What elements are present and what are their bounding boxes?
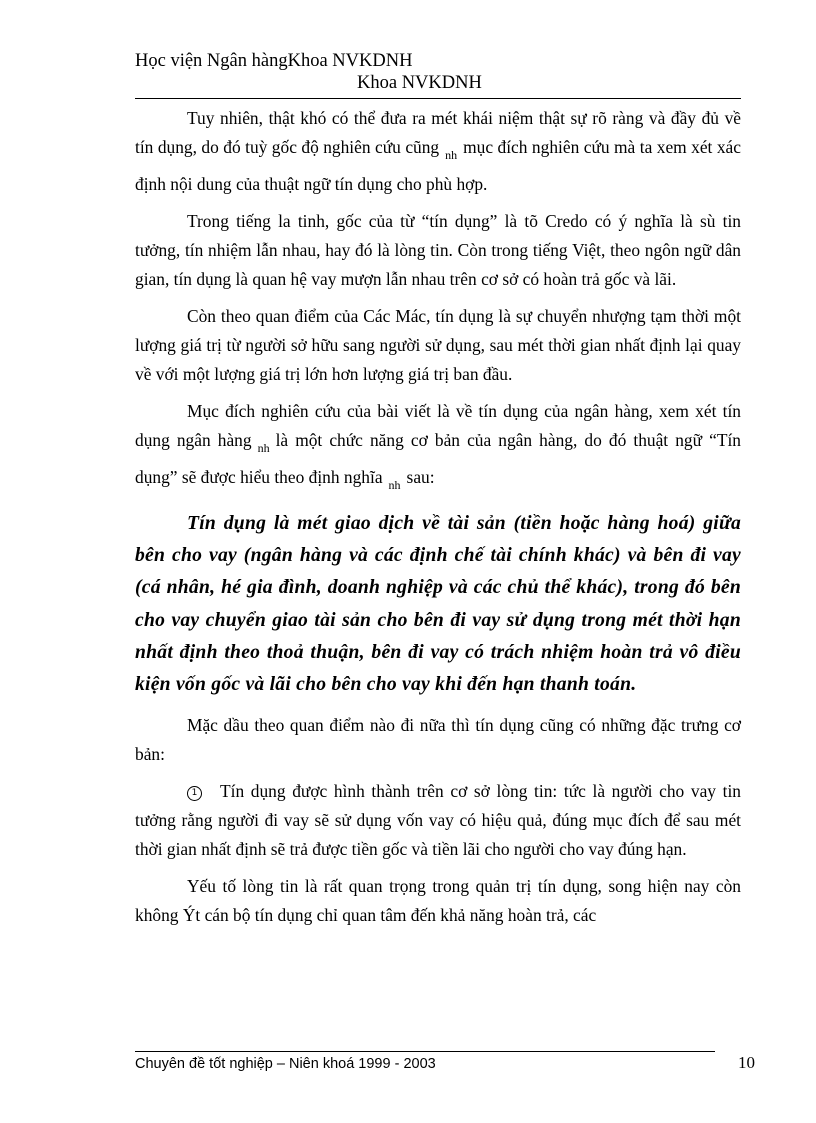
- circled-number-icon: 1: [187, 786, 202, 801]
- paragraph-4-text-b: là một chức năng cơ bản của ngân hàng, do đó thuật ngữ “Tín dụng” sẽ được hiểu theo định nghĩa: [135, 430, 741, 487]
- paragraph-7: Yếu tố lòng tin là rất quan trọng trong quản trị tín dụng, song hiện nay còn không Ýt cán bộ tín dụng chỉ quan tâm đến khả năng hoàn trả, các: [135, 876, 741, 926]
- paragraph-1-text-a: Tuy nhiên, thật khó có thể đưa ra mét khái niệm thật sự rõ ràng và đầy đủ về tín dụng, do đó tuỳ gốc độ nghiên cứu cũng: [135, 108, 741, 157]
- paragraph-1-subscript: nh: [445, 148, 458, 162]
- paragraph-4-subscript-2: nh: [388, 478, 401, 492]
- paragraph-2: Trong tiếng la tinh, gốc của từ “tín dụng” là tõ Credo có ý nghĩa là sù tin tưởng, tín nhiệm lẫn nhau, hay đó là lòng tin. Còn trong tiếng Việt, theo ngôn ngữ dân gian, tín dụng là quan hệ vay mượn lẫn nhau trên cơ sở có hoàn trả gốc và lãi.: [135, 211, 741, 289]
- paragraph-4-subscript-1: nh: [257, 441, 270, 455]
- paragraph-6-text: Tín dụng được hình thành trên cơ sở lòng tin: tức là người cho vay tin tưởng rằng người đi vay sẽ sử dụng vốn vay có hiệu quả, đúng mục đích để sau mét thời gian nhất định sẽ trả được tiền gốc và tiền lãi cho người cho vay đúng hạn.: [135, 781, 741, 860]
- page-footer: [135, 1051, 755, 1077]
- document-body: [135, 104, 741, 938]
- paragraph-1-text-b: mục đích nghiên cứu mà ta xem xét xác định nội dung của thuật ngữ tín dụng cho phù hợp.: [135, 137, 741, 194]
- page-number: 10: [738, 1053, 755, 1072]
- page-header: [135, 46, 741, 99]
- header-line-1: Học viện Ngân hàngKhoa NVKDNH: [135, 51, 413, 71]
- paragraph-4-text-a: Mục đích nghiên cứu của bài viết là về tín dụng của ngân hàng, xem xét tín dụng ngân hàng: [135, 401, 741, 450]
- header-line-2: Khoa NVKDNH: [357, 73, 482, 93]
- paragraph-1: [135, 104, 741, 199]
- paragraph-4-text-c: sau:: [406, 467, 435, 487]
- footer-text: Chuyên đề tốt nghiệp – Niên khoá 1999 - 2003: [135, 1056, 436, 1072]
- paragraph-4: [135, 397, 741, 500]
- credit-definition: Tín dụng là mét giao dịch về tài sản (tiền hoặc hàng hoá) giữa bên cho vay (ngân hàng và các định chế tài chính khác) và bên đi vay (cá nhân, hé gia đình, doanh nghiệp và các chủ thể khác), trong đó bên cho vay chuyển giao tài sản cho bên đi vay sử dụng trong mét thời hạn nhất định theo thoả thuận, bên đi vay có trách nhiệm hoàn trả vô điều kiện vốn gốc và lãi cho bên cho vay khi đến hạn thanh toán.: [135, 513, 741, 696]
- footer-divider: [135, 1051, 715, 1052]
- paragraph-5: Mặc dầu theo quan điểm nào đi nữa thì tín dụng cũng có những đặc trưng cơ bản:: [135, 715, 741, 765]
- paragraph-6: [135, 777, 741, 864]
- paragraph-3: Còn theo quan điểm của Các Mác, tín dụng là sự chuyển nhượng tạm thời một lượng giá trị từ người sở hữu sang người sử dụng, sau mét thời gian nhất định lại quay về với một lượng giá trị lớn hơn lượng giá trị ban đầu.: [135, 306, 741, 384]
